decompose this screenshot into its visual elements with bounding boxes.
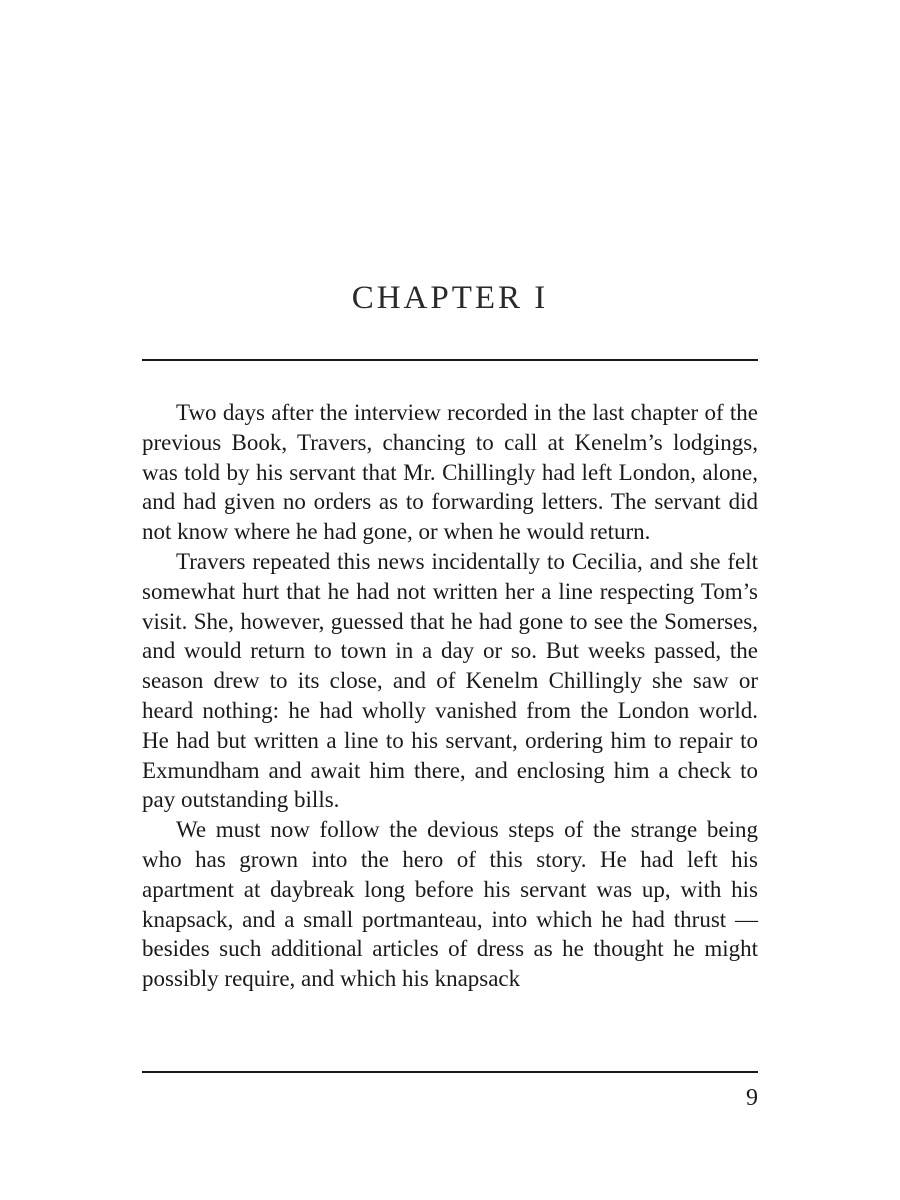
chapter-title: CHAPTER I	[351, 280, 549, 316]
top-divider	[142, 359, 758, 361]
bottom-divider	[142, 1071, 758, 1073]
paragraph: Two days after the interview recorded in the last chapter of the previous Book, Travers, chancing to call at Kenelm’s lodgings, was told by his servant that Mr. Chillingly had left London, alone, and had given no orders as to forwarding letters. The servant did not know where he had gone, or when he would return.	[142, 400, 758, 545]
page-number: 9	[746, 1085, 758, 1111]
paragraph: We must now follow the devious steps of the strange being who has grown into the hero of this story. He had left his apartment at daybreak long before his servant was up, with his knapsack, and a small portmanteau, into which he had thrust — besides such additional articles of dress as he thought he might possibly require, and which his knapsack	[142, 817, 758, 992]
paragraph: Travers repeated this news incidentally to Cecilia, and she felt somewhat hurt that he had not written her a line respecting Tom’s visit. She, however, guessed that he had gone to see the Somerses, and would return to town in a day or so. But weeks passed, the season drew to its close, and of Kenelm Chillingly she saw or heard nothing: he had wholly vanished from the London world. He had but written a line to his servant, ordering him to repair to Exmundham and await him there, and enclosing him a check to pay outstanding bills.	[142, 548, 758, 813]
body-text	[142, 398, 758, 994]
